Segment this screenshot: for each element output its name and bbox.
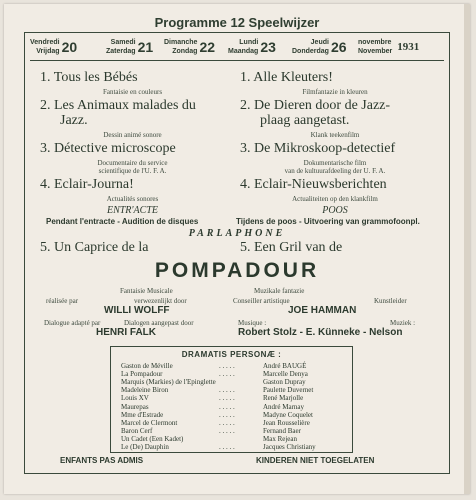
cast-role: Le (De) Dauphin [121, 443, 169, 451]
cast-row [121, 362, 307, 370]
program-item-2-nl-cont: plaag aangetast. [260, 113, 350, 128]
cast-actor: Marcelle Denya [263, 370, 308, 379]
programme-page [4, 4, 470, 494]
music-label-nl: Muziek : [390, 319, 416, 327]
cast-actor: Fernand Baer [263, 426, 301, 435]
program-item-2-fr: 2. Les Animaux malades du [40, 98, 196, 113]
month-nl: November [358, 48, 393, 55]
cast-role: Madeleine Biron [121, 386, 169, 395]
leader-dots: . . . . . [219, 370, 235, 379]
genre-fr: Fantaisie Musicale [120, 287, 173, 295]
program-item-3-fr-desc2: scientifique de l'U. F. A. [98, 167, 167, 175]
cast-role: Un Cadet (Een Kadet) [121, 434, 184, 443]
program-item-4-fr-desc: Actualités sonores [106, 195, 159, 203]
cast-row [121, 378, 306, 387]
cast-role: La Pompadour [121, 370, 163, 379]
age-notice-nl: KINDEREN NIET TOEGELATEN [256, 456, 375, 465]
date-saturday [106, 38, 153, 56]
programme-title: Programme 12 Speelwijzer [154, 15, 320, 30]
divider [30, 60, 444, 61]
leader-dots: . . . . . [219, 418, 235, 427]
date-month [358, 38, 419, 56]
director-name: WILLI WOLFF [104, 305, 170, 316]
cast-actor: Jacques Christiany [263, 443, 316, 451]
weekday-nl: Zaterdag [106, 48, 136, 55]
program-item-5-fr: 5. Un Caprice de la [40, 240, 149, 255]
cast-row [121, 418, 310, 427]
entracte-note: Pendant l'entracte - Audition de disques [46, 217, 199, 226]
cast-actor: Jean Rousselière [263, 418, 310, 427]
cast-row [121, 410, 313, 419]
dialogue-writer-name: HENRI FALK [96, 327, 156, 338]
program-item-3-nl: 3. De Mikroskoop-detectief [240, 141, 396, 156]
month-fr: novembre [358, 39, 392, 46]
cast-actor: Paulette Duvernet [263, 386, 314, 395]
program-item-4-nl: 4. Eclair-Nieuwsberichten [240, 177, 387, 192]
cast-actor: Gaston Dupray [263, 378, 306, 387]
program-item-2-fr-desc: Dessin animé sonore [103, 131, 162, 139]
program-item-1-nl: 1. Alle Kleuters! [240, 70, 333, 85]
cast-role: Marquis (Markies) de l'Epinglette [121, 378, 216, 387]
day-number: 21 [137, 39, 154, 55]
cast-role: Marcel de Clermont [121, 418, 178, 427]
director-label-fr: réalisée par [46, 297, 79, 305]
program-item-4-fr: 4. Eclair-Journa! [40, 177, 134, 192]
artistic-label-fr: Conseiller artistique [233, 297, 290, 305]
date-monday [228, 38, 276, 56]
day-number: 26 [330, 39, 347, 55]
entracte-heading: ENTR'ACTE [106, 205, 159, 216]
cast-row [121, 426, 301, 435]
leader-dots: . . . . . [219, 443, 235, 451]
artistic-director-name: JOE HAMMAN [288, 305, 357, 316]
cast-role: Gaston de Méville [121, 362, 173, 370]
weekday-fr: Dimanche [164, 39, 198, 46]
cast-role: Baron Cerf [121, 426, 153, 435]
program-item-1-fr-desc: Fantaisie en couleurs [102, 88, 163, 96]
cast-role: Louis XV [121, 394, 149, 403]
year: 1931 [397, 41, 420, 53]
cast-role: Mme d'Estrade [121, 410, 164, 419]
day-number: 20 [61, 39, 78, 55]
weekday-fr: Lundi [239, 39, 259, 46]
cast-actor: André BAUGÉ [263, 362, 307, 370]
leader-dots: . . . . . [219, 394, 235, 403]
date-friday [30, 38, 77, 56]
leader-dots: . . . . . [219, 410, 235, 419]
day-number: 22 [199, 39, 216, 55]
parlaphone-label: PARLAPHONE [188, 228, 286, 239]
poos-heading: POOS [322, 205, 348, 216]
cast-list-title: DRAMATIS PERSONÆ : [181, 350, 282, 359]
leader-dots: . . . . . [219, 362, 235, 370]
cast-actor: Max Rejean [263, 434, 298, 443]
date-thursday [292, 38, 347, 56]
genre-nl: Muzikale fantazie [254, 287, 305, 295]
cast-row [121, 394, 304, 403]
dialogue-label-nl: Dialogen aangepast door [124, 319, 194, 327]
program-item-4-nl-desc: Actualiteiten op den klankfilm [292, 195, 378, 203]
artistic-label-nl: Kunstleider [374, 297, 407, 305]
leader-dots: . . . . . [219, 386, 235, 395]
leader-dots: . . . . . [219, 426, 235, 435]
cast-actor: André Marnay [263, 402, 305, 411]
weekday-nl: Zondag [172, 48, 198, 55]
program-item-2-nl-desc: Klank teekenfilm [310, 131, 360, 139]
music-label-fr: Musique : [238, 319, 267, 327]
program-item-1-nl-desc: Filmfantazie in kleuren [302, 88, 368, 96]
weekday-fr: Vendredi [30, 39, 60, 46]
dialogue-label-fr: Dialogue adapté par [44, 319, 101, 327]
program-item-5-nl: 5. Een Gril van de [240, 240, 343, 255]
program-item-3-nl-desc2: van de kultuurafdeeling der U. F. A. [284, 167, 386, 175]
cast-row [121, 402, 305, 411]
date-line [30, 38, 444, 58]
director-label-nl: verwezenlijkt door [134, 297, 187, 305]
feature-title: POMPADOUR [154, 259, 320, 282]
weekday-fr: Samedi [110, 39, 136, 46]
date-sunday [164, 38, 215, 56]
program-item-2-nl: 2. De Dieren door de Jazz- [240, 98, 391, 113]
cast-actor: Madyne Coquelet [263, 410, 313, 419]
program-item-1-fr: 1. Tous les Bébés [40, 70, 138, 85]
leader-dots: . . . . . [219, 402, 235, 411]
cast-row [121, 370, 308, 379]
weekday-nl: Vrijdag [36, 48, 60, 55]
weekday-nl: Maandag [228, 48, 259, 55]
cast-list-box [110, 346, 353, 453]
program-item-2-fr-cont: Jazz. [60, 113, 88, 128]
poos-note: Tijdens de poos - Uitvoering van grammofoonpl. [236, 217, 420, 226]
program-item-3-fr-desc: Documentaire du service [97, 159, 168, 167]
weekday-nl: Donderdag [292, 48, 329, 55]
program-item-3-nl-desc: Dokumentarische film [303, 159, 367, 167]
composers: Robert Stolz - E. Künneke - Nelson [238, 327, 403, 338]
cast-row [121, 434, 298, 443]
page-spine [464, 4, 470, 494]
cast-role: Maurepas [121, 402, 149, 411]
cast-row [121, 443, 316, 451]
day-number: 23 [260, 39, 276, 55]
age-notice-fr: ENFANTS PAS ADMIS [60, 456, 144, 465]
weekday-fr: Jeudi [310, 39, 329, 46]
program-item-3-fr: 3. Détective microscope [40, 141, 176, 156]
cast-row [121, 386, 314, 395]
cast-actor: René Marjolle [263, 394, 304, 403]
